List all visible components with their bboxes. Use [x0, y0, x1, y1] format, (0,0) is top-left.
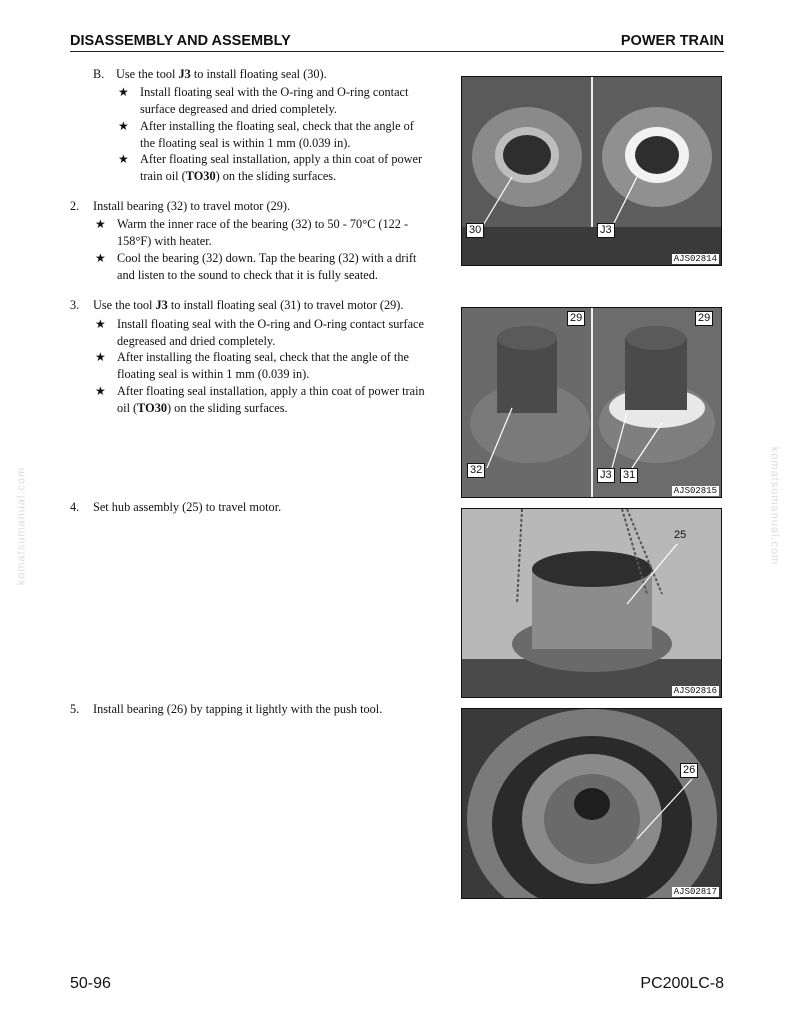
note-b2: After installing the floating seal, check that the angle of the floating seal is within 1 mm (0.039 in). [140, 119, 414, 150]
step-5: 5. Install bearing (26) by tapping it lightly with the push tool. [70, 702, 383, 716]
watermark-left: komatsumanual.com [15, 466, 28, 586]
callout-label: 25 [674, 529, 687, 541]
callout-label: 32 [467, 463, 485, 478]
photo-image [462, 709, 721, 898]
note-3c: After floating seal installation, apply a thin coat of power train oil (TO30) on the sliding surfaces. [117, 384, 425, 415]
callout-label: 29 [567, 311, 585, 326]
page-number: 50-96 [70, 975, 111, 992]
page-header [70, 33, 724, 52]
star-icon: ★ [118, 119, 129, 133]
photo-floating-seal-31 [461, 307, 722, 498]
callout-label: 26 [680, 763, 698, 778]
star-icon: ★ [95, 384, 106, 398]
photo-image [462, 308, 721, 497]
note-2a: Warm the inner race of the bearing (32) to 50 - 70°C (122 - 158°F) with heater. [117, 217, 409, 248]
note-b3: After floating seal installation, apply a thin coat of power train oil (TO30) on the sliding surfaces. [140, 152, 423, 183]
callout-label: 31 [620, 468, 638, 483]
note-3b: After installing the floating seal, check that the angle of the floating seal is within 1 mm (0.039 in). [117, 350, 409, 381]
note-b1: Install floating seal with the O-ring and O-ring contact surface degreased and dried completely. [140, 85, 409, 116]
star-icon: ★ [118, 85, 129, 99]
step-b: B. Use the tool J3 to install floating seal (30). [93, 67, 327, 81]
figure-code: AJS02815 [673, 486, 717, 496]
star-icon: ★ [95, 350, 106, 364]
step-4: 4. Set hub assembly (25) to travel motor. [70, 500, 282, 514]
callout-label: J3 [597, 468, 615, 483]
star-icon: ★ [118, 152, 129, 166]
photo-hub-assembly-25 [461, 508, 722, 698]
callout-label: J3 [597, 223, 615, 238]
section-title: DISASSEMBLY AND ASSEMBLY [70, 33, 291, 49]
watermark-right: komatsumanual.com [768, 446, 781, 566]
star-icon: ★ [95, 317, 106, 331]
chapter-title: POWER TRAIN [620, 33, 724, 49]
star-icon: ★ [95, 251, 106, 265]
callout-label: 30 [466, 223, 484, 238]
photo-floating-seal-30 [461, 76, 722, 266]
note-3a: Install floating seal with the O-ring and O-ring contact surface degreased and dried completely. [117, 317, 424, 348]
note-2b: Cool the bearing (32) down. Tap the bearing (32) with a drift and listen to the sound to check that it is fully seated. [117, 251, 417, 282]
callout-label: 29 [695, 311, 713, 326]
step-2: 2. Install bearing (32) to travel motor (29). [70, 199, 291, 213]
star-icon: ★ [95, 217, 106, 231]
figure-code: AJS02817 [673, 887, 717, 897]
figure-code: AJS02816 [673, 686, 717, 696]
photo-image [462, 77, 721, 265]
figure-code: AJS02814 [673, 254, 717, 264]
step-3: 3. Use the tool J3 to install floating seal (31) to travel motor (29). [70, 298, 404, 312]
photo-bearing-26 [461, 708, 722, 899]
model-number: PC200LC-8 [640, 975, 724, 992]
